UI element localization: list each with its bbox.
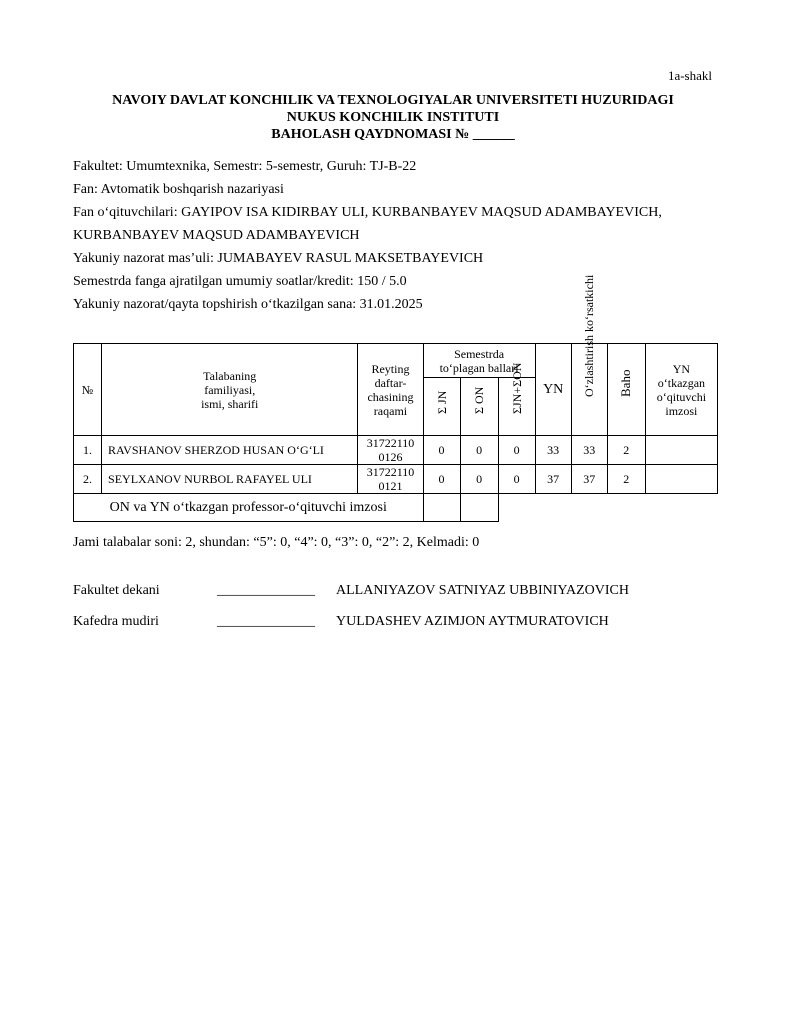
heading-line-1: NAVOIY DAVLAT KONCHILIK VA TEXNOLOGIYALAR UNIVERSITETI HUZURIDAGI: [112, 93, 674, 108]
header-signature-line-4: imzosi: [665, 403, 698, 418]
header-signature-line-2: o‘tkazgan: [657, 375, 706, 390]
header-rating-line-4: raqami: [373, 403, 408, 418]
footer-signature-cell-2: [460, 494, 498, 522]
row-total: 0: [498, 465, 535, 494]
footer-signature-cell-1: [423, 494, 460, 522]
heading-line-3: BAHOLASH QAYDNOMASI № ______: [271, 127, 515, 142]
signature-role: Kafedra mudiri: [73, 614, 159, 629]
form-id: 1a-shakl: [667, 68, 712, 83]
footer-empty-4: [607, 494, 645, 522]
signature-person-name: ALLANIYAZOV SATNIYAZ UBBINIYAZOVICH: [336, 583, 629, 598]
info-teachers-2: KURBANBAYEV MAQSUD ADAMBAYEVICH: [73, 228, 360, 243]
header-sum-on-text: Σ ON: [472, 386, 487, 414]
header-semester-line-1: Semestrda: [454, 346, 505, 361]
signature-person-name: YULDASHEV AZIMJON AYTMURATOVICH: [336, 614, 609, 629]
header-rating-line-3: chasining: [367, 389, 414, 404]
header-rating-line-1: Reyting: [371, 361, 410, 376]
info-teachers-1: Fan o‘qituvchilari: GAYIPOV ISA KIDIRBAY ULI, KURBANBAYEV MAQSUD ADAMBAYEVICH,: [73, 205, 662, 220]
signature-role: Fakultet dekani: [73, 583, 160, 598]
row-num: 2.: [74, 465, 102, 494]
info-responsible: Yakuniy nazorat mas’uli: JUMABAYEV RASUL MAKSETBAYEVICH: [73, 251, 484, 266]
info-faculty: Fakultet: Umumtexnika, Semestr: 5-semestr, Guruh: TJ-B-22: [73, 159, 417, 174]
row-rating-line-2: 0121: [378, 479, 403, 493]
header-yn: YN: [535, 344, 571, 436]
info-hours: Semestrda fanga ajratilgan umumiy soatlar/kredit: 150 / 5.0: [73, 274, 407, 289]
row-yn: 33: [535, 436, 571, 465]
header-student-line-3: ismi, sharifi: [201, 396, 259, 411]
header-semester-line-2: to‘plagan ballari: [439, 360, 519, 375]
header-student-line-2: familiyasi,: [204, 382, 256, 397]
header-rating-line-2: daftar-: [374, 375, 407, 390]
footer-row: [74, 494, 718, 522]
header-sum-jn: [423, 378, 460, 436]
header-grade: [607, 344, 645, 436]
info-date: Yakuniy nazorat/qayta topshirish o‘tkazilgan sana: 31.01.2025: [73, 297, 423, 312]
header-signature-line-1: YN: [672, 361, 691, 376]
document-heading: [0, 92, 786, 143]
header-grade-text: Baho: [618, 369, 634, 397]
row-rating-book: [358, 465, 423, 494]
row-mastery: 33: [571, 436, 607, 465]
signature-line: ______________: [217, 583, 315, 598]
row-signature: [645, 436, 717, 465]
header-mastery-text: O‘zlashtirish ko‘rsatkichi: [582, 274, 597, 397]
row-student-name: SEYLXANOV NURBOL RAFAYEL ULI: [102, 465, 358, 494]
footer-signature-label: ON va YN o‘tkazgan professor-o‘qituvchi imzosi: [74, 494, 424, 522]
row-jn: 0: [423, 436, 460, 465]
footer-empty-2: [535, 494, 571, 522]
row-student-name: RAVSHANOV SHERZOD HUSAN O‘G‘LI: [102, 436, 358, 465]
row-rating-line-2: 0126: [378, 450, 403, 464]
summary-text: Jami talabalar soni: 2, shundan: “5”: 0, “4”: 0, “3”: 0, “2”: 2, Kelmadi: 0: [73, 535, 480, 550]
row-on: 0: [460, 465, 498, 494]
row-mastery: 37: [571, 465, 607, 494]
header-mastery: [571, 274, 607, 436]
header-sum-on: [460, 378, 498, 436]
row-rating-line-1: 31722110: [366, 465, 415, 479]
header-sum-total: [498, 362, 535, 436]
signature-line: ______________: [217, 614, 315, 629]
heading-line-2: NUKUS KONCHILIK INSTITUTI: [286, 110, 500, 125]
row-signature: [645, 465, 717, 494]
header-student-line-1: Talabaning: [203, 368, 257, 383]
table-row: [74, 436, 718, 465]
footer-empty-3: [571, 494, 607, 522]
row-jn: 0: [423, 465, 460, 494]
header-signature-line-3: o‘qituvchi: [656, 389, 707, 404]
row-rating-line-1: 31722110: [366, 436, 415, 450]
row-grade: 2: [607, 465, 645, 494]
header-sum-total-text: ΣJN+ΣON: [509, 362, 524, 414]
header-sum-jn-text: Σ JN: [434, 390, 449, 414]
table-row: [74, 465, 718, 494]
row-on: 0: [460, 436, 498, 465]
row-grade: 2: [607, 436, 645, 465]
header-row-1: [74, 344, 718, 378]
row-total: 0: [498, 436, 535, 465]
row-num: 1.: [74, 436, 102, 465]
footer-empty-5: [645, 494, 717, 522]
header-num: №: [74, 344, 102, 436]
header-yn-signature: [645, 344, 717, 436]
header-student: [102, 344, 358, 436]
row-rating-book: [358, 436, 423, 465]
info-subject: Fan: Avtomatik boshqarish nazariyasi: [73, 182, 284, 197]
header-rating-book: [358, 344, 423, 436]
row-yn: 37: [535, 465, 571, 494]
footer-empty-1: [498, 494, 535, 522]
